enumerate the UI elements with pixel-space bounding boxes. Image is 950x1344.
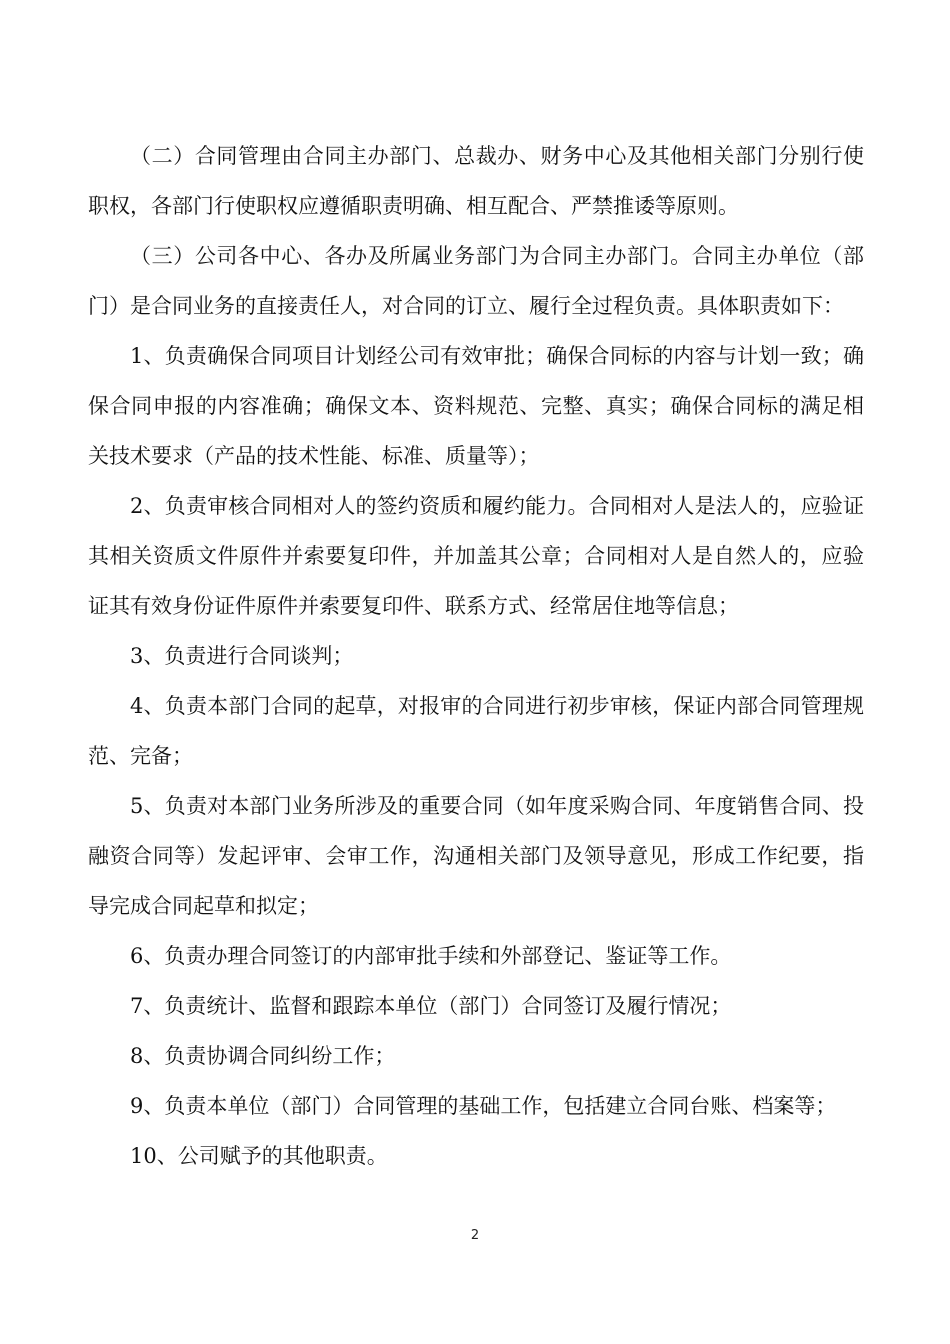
- list-item-9: 9、负责本单位（部门）合同管理的基础工作，包括建立合同台账、档案等；: [130, 1094, 837, 1118]
- list-item-6: 6、负责办理合同签订的内部审批手续和外部登记、鉴证等工作。: [130, 944, 732, 968]
- list-item-3: 3、负责进行合同谈判；: [130, 644, 354, 668]
- page-number: 2: [470, 1228, 480, 1243]
- list-item-7: 7、负责统计、监督和跟踪本单位（部门）合同签订及履行情况；: [130, 994, 732, 1018]
- list-item-10: 10、公司赋予的其他职责。: [130, 1144, 388, 1168]
- body-text: [88, 131, 864, 1181]
- list-item-4: 4、负责本部门合同的起草，对报审的合同进行初步审核，保证内部合同管理规范、完备；: [88, 694, 864, 768]
- list-item-5: 5、负责对本部门业务所涉及的重要合同（如年度采购合同、年度销售合同、投融资合同等）发起评审、会审工作，沟通相关部门及领导意见，形成工作纪要，指导完成合同起草和拟定；: [88, 794, 864, 918]
- paragraph-section-2: （二）合同管理由合同主办部门、总裁办、财务中心及其他相关部门分别行使职权，各部门行使职权应遵循职责明确、相互配合、严禁推诿等原则。: [88, 144, 864, 218]
- list-item-1: 1、负责确保合同项目计划经公司有效审批；确保合同标的内容与计划一致；确保合同申报的内容准确；确保文本、资料规范、完整、真实；确保合同标的满足相关技术要求（产品的技术性能、标准、质量等）；: [88, 344, 864, 468]
- list-item-8: 8、负责协调合同纠纷工作；: [130, 1044, 396, 1068]
- list-item-2: 2、负责审核合同相对人的签约资质和履约能力。合同相对人是法人的，应验证其相关资质文件原件并索要复印件，并加盖其公章；合同相对人是自然人的，应验证其有效身份证件原件并索要复印件、联系方式、经常居住地等信息；: [88, 494, 864, 618]
- paragraph-section-3: （三）公司各中心、各办及所属业务部门为合同主办部门。合同主办单位（部门）是合同业务的直接责任人，对合同的订立、履行全过程负责。具体职责如下：: [88, 244, 864, 318]
